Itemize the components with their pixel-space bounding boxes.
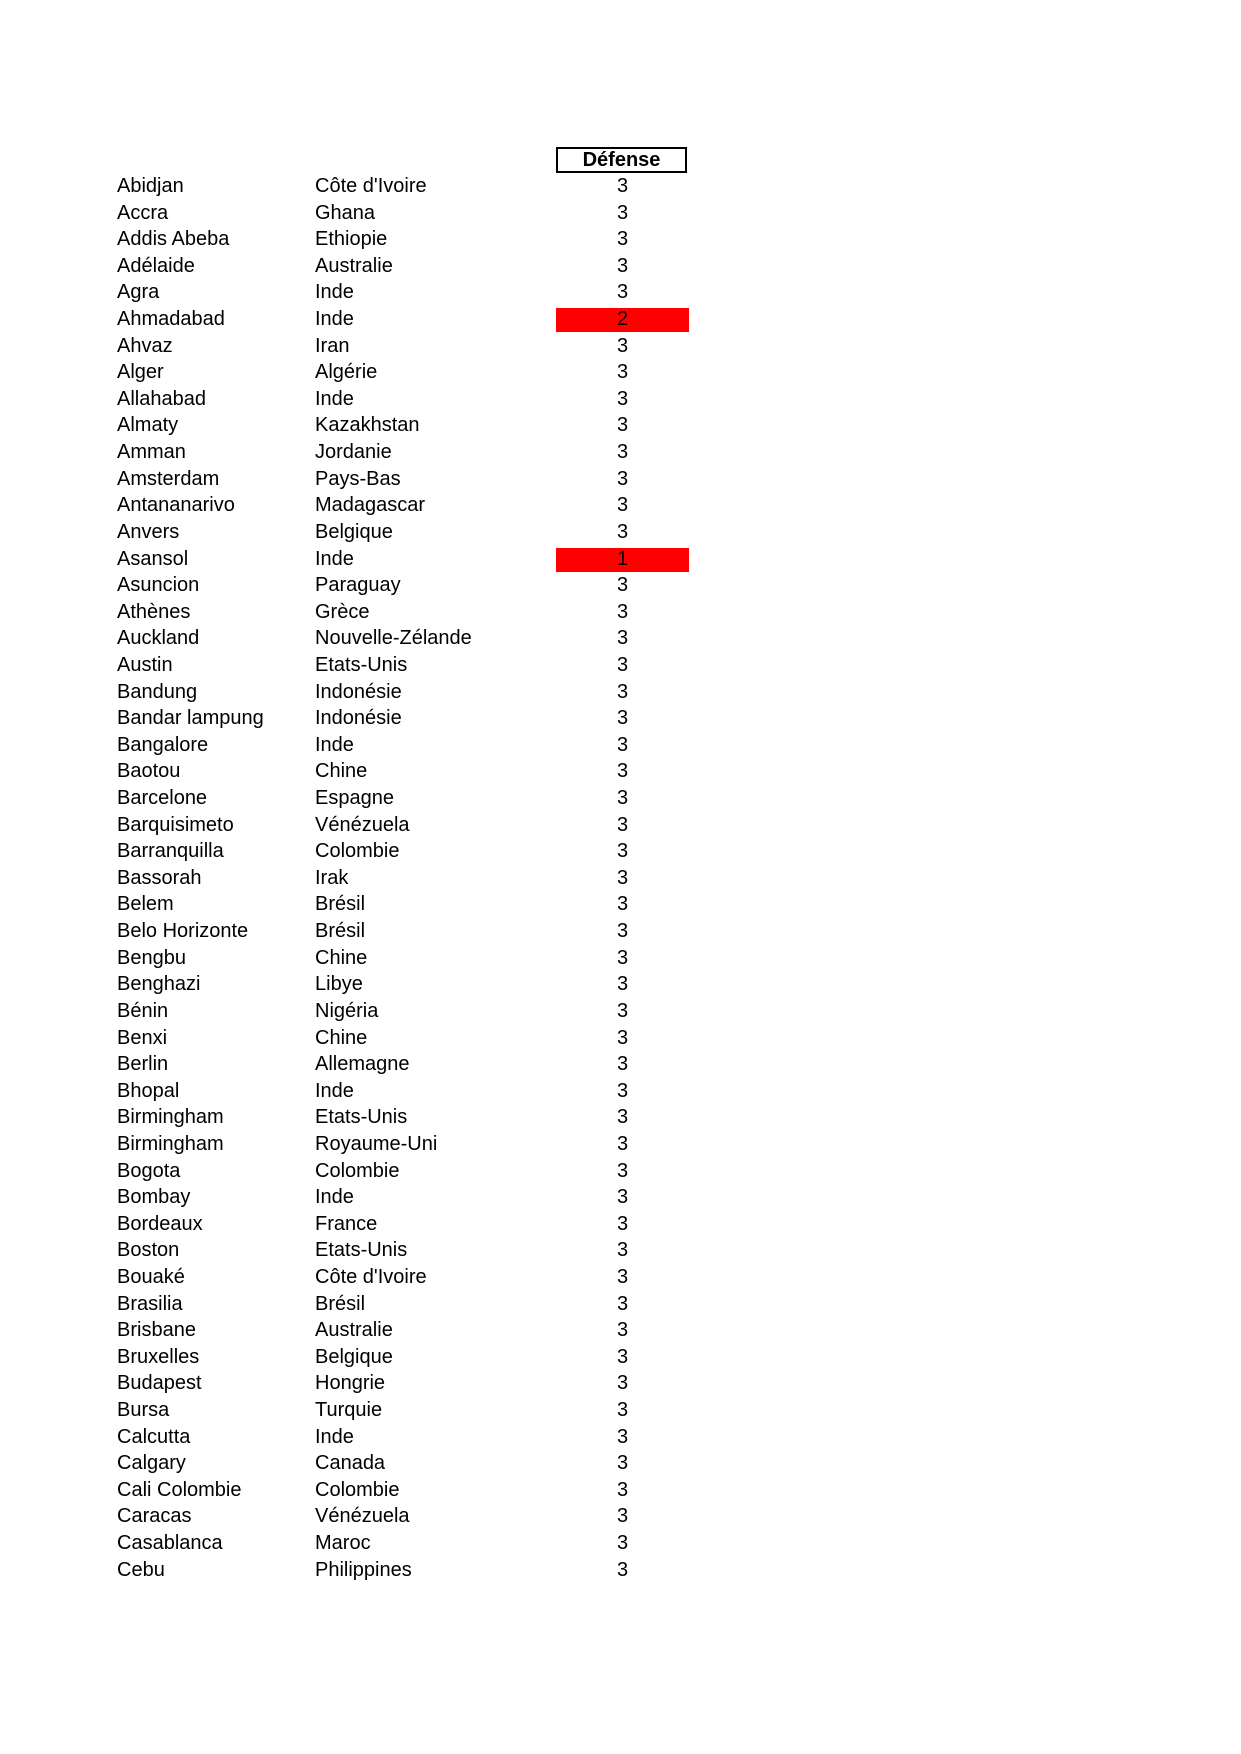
table-row	[0, 971, 1241, 998]
score-cell: 3	[616, 653, 629, 676]
table-row	[0, 492, 1241, 519]
table-row	[0, 1317, 1241, 1344]
city-cell: Antananarivo	[117, 494, 235, 517]
country-cell: Paraguay	[315, 574, 401, 597]
table-row	[0, 1344, 1241, 1371]
score-cell: 3	[616, 1159, 629, 1182]
city-cell: Caracas	[117, 1505, 192, 1528]
score-cell: 3	[616, 467, 629, 490]
score-cell: 3	[616, 574, 629, 597]
table-row	[0, 758, 1241, 785]
city-table	[0, 173, 1241, 1583]
score-cell: 3	[616, 1292, 629, 1315]
score-cell: 3	[616, 1372, 629, 1395]
country-cell: Colombie	[315, 840, 400, 863]
city-cell: Almaty	[117, 414, 179, 437]
score-cell: 3	[616, 334, 629, 357]
score-cell: 3	[616, 1452, 629, 1475]
country-cell: Pays-Bas	[315, 467, 401, 490]
score-cell: 3	[616, 1345, 629, 1368]
country-cell: Inde	[315, 1079, 354, 1102]
score-cell: 3	[616, 787, 629, 810]
table-row	[0, 838, 1241, 865]
city-cell: Bouaké	[117, 1265, 185, 1288]
score-cell: 3	[616, 1532, 629, 1555]
country-cell: Espagne	[315, 787, 394, 810]
table-row	[0, 1184, 1241, 1211]
table-row	[0, 546, 1241, 573]
table-row	[0, 1131, 1241, 1158]
country-cell: Algérie	[315, 361, 378, 384]
city-cell: Bombay	[117, 1186, 191, 1209]
score-cell: 3	[616, 733, 629, 756]
city-cell: Benghazi	[117, 973, 201, 996]
country-cell: Etats-Unis	[315, 1106, 408, 1129]
score-cell: 3	[616, 1319, 629, 1342]
table-row	[0, 998, 1241, 1025]
city-cell: Birmingham	[117, 1132, 224, 1155]
country-cell: Inde	[315, 387, 354, 410]
table-row	[0, 1158, 1241, 1185]
score-cell: 3	[616, 1425, 629, 1448]
score-cell: 3	[616, 254, 629, 277]
score-cell: 3	[616, 999, 629, 1022]
city-cell: Brasilia	[117, 1292, 183, 1315]
table-row	[0, 572, 1241, 599]
city-cell: Bandar lampung	[117, 707, 264, 730]
table-row	[0, 253, 1241, 280]
score-cell: 3	[616, 520, 629, 543]
country-cell: Brésil	[315, 893, 366, 916]
table-row	[0, 279, 1241, 306]
table-row	[0, 1450, 1241, 1477]
table-row	[0, 1557, 1241, 1584]
city-cell: Cali Colombie	[117, 1478, 242, 1501]
country-cell: Brésil	[315, 920, 366, 943]
score-cell: 3	[616, 414, 629, 437]
country-cell: Inde	[315, 547, 354, 570]
city-cell: Allahabad	[117, 387, 206, 410]
country-cell: Brésil	[315, 1292, 366, 1315]
city-cell: Bordeaux	[117, 1212, 203, 1235]
table-row	[0, 1051, 1241, 1078]
country-cell: Chine	[315, 1026, 368, 1049]
city-cell: Boston	[117, 1239, 180, 1262]
country-cell: Turquie	[315, 1399, 383, 1422]
table-row	[0, 1211, 1241, 1238]
city-cell: Austin	[117, 653, 173, 676]
country-cell: Nigéria	[315, 999, 379, 1022]
score-cell: 3	[616, 946, 629, 969]
table-row	[0, 865, 1241, 892]
table-row	[0, 705, 1241, 732]
score-cell: 3	[616, 1186, 629, 1209]
city-cell: Ahmadabad	[117, 308, 225, 331]
city-cell: Barranquilla	[117, 840, 224, 863]
city-cell: Benxi	[117, 1026, 168, 1049]
table-row	[0, 1424, 1241, 1451]
city-cell: Bursa	[117, 1399, 170, 1422]
table-row	[0, 625, 1241, 652]
table-row	[0, 679, 1241, 706]
city-cell: Bandung	[117, 680, 198, 703]
country-cell: Etats-Unis	[315, 653, 408, 676]
score-cell: 3	[616, 973, 629, 996]
country-cell: Irak	[315, 866, 349, 889]
city-cell: Casablanca	[117, 1532, 223, 1555]
table-row	[0, 1397, 1241, 1424]
score-cell: 3	[616, 707, 629, 730]
city-cell: Bruxelles	[117, 1345, 200, 1368]
country-cell: Inde	[315, 1186, 354, 1209]
score-cell: 3	[616, 840, 629, 863]
country-cell: Belgique	[315, 520, 393, 543]
table-row	[0, 1291, 1241, 1318]
country-cell: Jordanie	[315, 441, 392, 464]
country-cell: Chine	[315, 946, 368, 969]
country-cell: Kazakhstan	[315, 414, 420, 437]
city-cell: Asuncion	[117, 574, 200, 597]
city-cell: Barcelone	[117, 787, 208, 810]
score-cell: 3	[616, 1399, 629, 1422]
table-row	[0, 599, 1241, 626]
city-cell: Budapest	[117, 1372, 202, 1395]
city-cell: Bhopal	[117, 1079, 180, 1102]
city-cell: Calcutta	[117, 1425, 191, 1448]
score-cell: 3	[616, 281, 629, 304]
city-cell: Brisbane	[117, 1319, 196, 1342]
country-cell: Indonésie	[315, 680, 402, 703]
country-cell: Ghana	[315, 201, 376, 224]
city-cell: Agra	[117, 281, 160, 304]
city-cell: Ahvaz	[117, 334, 173, 357]
score-cell: 3	[616, 1026, 629, 1049]
score-cell: 3	[616, 600, 629, 623]
country-cell: Philippines	[315, 1558, 412, 1581]
country-cell: Maroc	[315, 1532, 371, 1555]
score-cell: 3	[616, 627, 629, 650]
city-cell: Bogota	[117, 1159, 181, 1182]
country-cell: Vénézuela	[315, 1505, 410, 1528]
table-row	[0, 359, 1241, 386]
city-cell: Abidjan	[117, 175, 184, 197]
table-row	[0, 945, 1241, 972]
score-cell: 3	[616, 1505, 629, 1528]
table-row	[0, 1370, 1241, 1397]
country-cell: Allemagne	[315, 1053, 410, 1076]
table-row	[0, 918, 1241, 945]
city-cell: Berlin	[117, 1053, 169, 1076]
country-cell: Inde	[315, 281, 354, 304]
country-cell: Inde	[315, 308, 354, 331]
table-row	[0, 200, 1241, 227]
score-cell: 3	[616, 387, 629, 410]
city-cell: Birmingham	[117, 1106, 224, 1129]
score-cell-highlighted: 2	[556, 308, 689, 332]
country-cell: Australie	[315, 254, 393, 277]
country-cell: Ethiopie	[315, 228, 388, 251]
score-cell: 3	[616, 175, 629, 197]
country-cell: Colombie	[315, 1159, 400, 1182]
score-cell: 3	[616, 494, 629, 517]
table-row	[0, 439, 1241, 466]
score-cell: 3	[616, 1053, 629, 1076]
country-cell: Canada	[315, 1452, 386, 1475]
city-cell: Calgary	[117, 1452, 186, 1475]
city-cell: Adélaide	[117, 254, 195, 277]
city-cell: Accra	[117, 201, 169, 224]
table-row	[0, 1530, 1241, 1557]
score-cell: 3	[616, 1212, 629, 1235]
city-cell: Amsterdam	[117, 467, 220, 490]
score-cell: 3	[616, 441, 629, 464]
city-cell: Asansol	[117, 547, 189, 570]
country-cell: Chine	[315, 760, 368, 783]
country-cell: Libye	[315, 973, 363, 996]
table-row	[0, 1477, 1241, 1504]
city-cell: Alger	[117, 361, 164, 384]
table-row	[0, 412, 1241, 439]
table-row	[0, 519, 1241, 546]
table-row	[0, 386, 1241, 413]
country-cell: Côte d'Ivoire	[315, 1265, 427, 1288]
table-row	[0, 1503, 1241, 1530]
city-cell: Bassorah	[117, 866, 202, 889]
city-cell: Amman	[117, 441, 186, 464]
table-row	[0, 306, 1241, 333]
table-row	[0, 812, 1241, 839]
country-cell: Indonésie	[315, 707, 402, 730]
score-cell: 3	[616, 1132, 629, 1155]
score-cell: 3	[616, 201, 629, 224]
table-row	[0, 652, 1241, 679]
table-row	[0, 173, 1241, 200]
score-cell: 3	[616, 893, 629, 916]
table-row	[0, 1078, 1241, 1105]
table-row	[0, 1025, 1241, 1052]
city-cell: Bangalore	[117, 733, 209, 756]
country-cell: Grèce	[315, 600, 370, 623]
country-cell: Nouvelle-Zélande	[315, 627, 472, 650]
table-row	[0, 732, 1241, 759]
country-cell: Colombie	[315, 1478, 400, 1501]
city-cell: Belem	[117, 893, 174, 916]
table-row	[0, 333, 1241, 360]
country-cell: Inde	[315, 1425, 354, 1448]
city-cell: Anvers	[117, 520, 180, 543]
country-cell: France	[315, 1212, 378, 1235]
country-cell: Belgique	[315, 1345, 393, 1368]
city-cell: Barquisimeto	[117, 813, 234, 836]
country-cell: Etats-Unis	[315, 1239, 408, 1262]
country-cell: Royaume-Uni	[315, 1132, 438, 1155]
score-column-header: Défense	[556, 147, 687, 173]
score-cell: 3	[616, 1478, 629, 1501]
table-row	[0, 1237, 1241, 1264]
score-cell: 3	[616, 920, 629, 943]
score-cell: 3	[616, 361, 629, 384]
score-cell: 3	[616, 866, 629, 889]
city-cell: Bénin	[117, 999, 169, 1022]
city-cell: Baotou	[117, 760, 181, 783]
score-cell-highlighted: 1	[556, 548, 689, 572]
table-row	[0, 1104, 1241, 1131]
table-row	[0, 226, 1241, 253]
city-cell: Athènes	[117, 600, 191, 623]
score-cell: 3	[616, 1265, 629, 1288]
table-row	[0, 466, 1241, 493]
score-cell: 3	[616, 1558, 629, 1581]
score-cell: 3	[616, 1106, 629, 1129]
city-cell: Auckland	[117, 627, 200, 650]
table-row	[0, 1264, 1241, 1291]
country-cell: Vénézuela	[315, 813, 410, 836]
score-cell: 3	[616, 813, 629, 836]
table-row	[0, 785, 1241, 812]
score-cell: 3	[616, 760, 629, 783]
score-cell: 3	[616, 1079, 629, 1102]
country-cell: Côte d'Ivoire	[315, 175, 427, 197]
city-cell: Belo Horizonte	[117, 920, 249, 943]
city-cell: Addis Abeba	[117, 228, 230, 251]
city-cell: Bengbu	[117, 946, 186, 969]
city-cell: Cebu	[117, 1558, 165, 1581]
country-cell: Australie	[315, 1319, 393, 1342]
score-cell: 3	[616, 1239, 629, 1262]
table-row	[0, 891, 1241, 918]
score-cell: 3	[616, 228, 629, 251]
country-cell: Madagascar	[315, 494, 426, 517]
country-cell: Iran	[315, 334, 350, 357]
score-cell: 3	[616, 680, 629, 703]
country-cell: Hongrie	[315, 1372, 386, 1395]
country-cell: Inde	[315, 733, 354, 756]
